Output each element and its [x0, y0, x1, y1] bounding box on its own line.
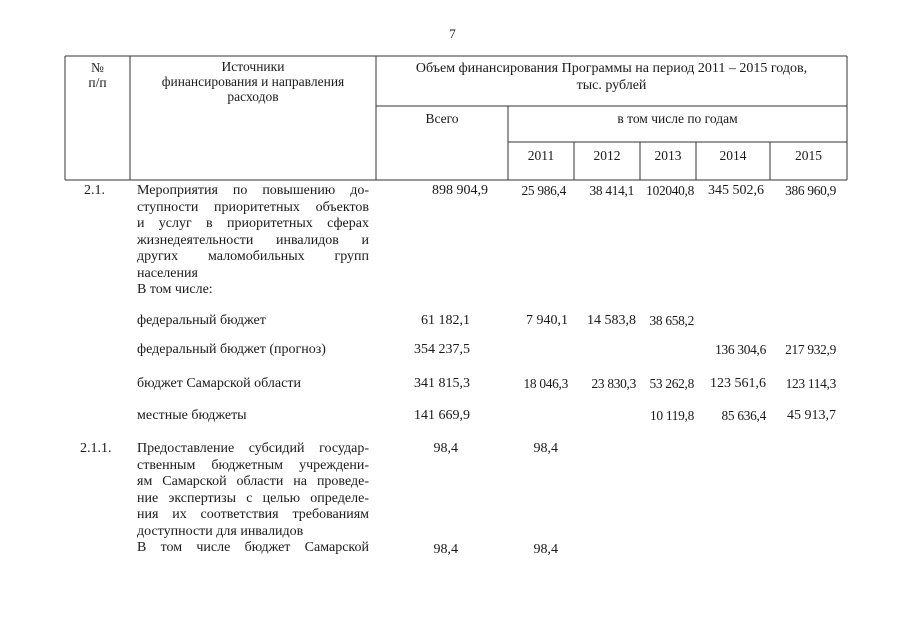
row-2-1-1-number: 2.1.1.	[80, 441, 112, 456]
header-source-col: Источники финансирования и направления расходов	[161, 59, 345, 104]
row-local-2015: 45 913,7	[787, 408, 836, 423]
row-2-1-1-2011: 98,4	[533, 441, 558, 456]
row-2-1-1-incl-total: 98,4	[433, 542, 458, 557]
row-local-2014: 85 636,4	[721, 408, 766, 423]
header-year-2011: 2011	[527, 148, 555, 163]
row-2-1-2014: 345 502,6	[708, 183, 764, 198]
row-federal-2011: 7 940,1	[526, 313, 568, 328]
row-local-label: местные бюджеты	[137, 408, 247, 423]
row-2-1-1-total: 98,4	[433, 441, 458, 456]
header-by-years: в том числе по годам	[617, 111, 738, 126]
row-local-2013: 10 119,8	[650, 408, 694, 423]
row-2-1-number: 2.1.	[84, 183, 105, 198]
row-federal-forecast-label: федеральный бюджет (прогноз)	[137, 342, 326, 357]
header-year-2015: 2015	[795, 148, 822, 163]
row-federal-2012: 14 583,8	[587, 313, 636, 328]
header-year-2013: 2013	[654, 148, 682, 163]
header-total: Всего	[425, 111, 459, 126]
row-samara-2013: 53 262,8	[649, 376, 694, 391]
row-federal-2013: 38 658,2	[649, 313, 694, 328]
row-samara-2011: 18 046,3	[523, 376, 568, 391]
row-2-1-2013: 102040,8	[646, 183, 694, 198]
row-samara-total: 341 815,3	[414, 376, 470, 391]
row-federal-forecast-2015: 217 932,9	[785, 342, 836, 357]
header-volume: Объем финансирования Программы на период 2011 – 2015 годов, тыс. рублей	[415, 61, 808, 93]
row-samara-2014: 123 561,6	[710, 376, 766, 391]
row-local-total: 141 669,9	[414, 408, 470, 423]
row-2-1-description: Мероприятия по повышению до- ступности приоритетных объектов и услуг в приоритетных сферах жизнедеятельности инвалидов и других маломобильных групп населения В том числе:	[137, 183, 369, 297]
row-2-1-1-description: Предоставление субсидий государ- ственным бюджетным учреждени- ям Самарской области на проведе- ние экспертизы с целью определе- ния их соответствия требованиям доступности для инвалидов В том числе бюджет Самарской	[137, 441, 369, 555]
row-samara-label: бюджет Самарской области	[137, 376, 301, 391]
row-federal-forecast-2014: 136 304,6	[715, 342, 766, 357]
row-federal-total: 61 182,1	[421, 313, 470, 328]
row-2-1-2015: 386 960,9	[785, 183, 836, 198]
row-samara-2015: 123 114,3	[785, 376, 836, 391]
row-samara-2012: 23 830,3	[591, 376, 636, 391]
header-num-col: № п/п	[88, 60, 107, 90]
row-2-1-total: 898 904,9	[432, 183, 488, 198]
row-2-1-1-incl-2011: 98,4	[533, 542, 558, 557]
row-2-1-2012: 38 414,1	[589, 183, 634, 198]
page-number: 7	[449, 26, 456, 41]
row-federal-forecast-total: 354 237,5	[414, 342, 470, 357]
row-federal-label: федеральный бюджет	[137, 313, 266, 328]
header-year-2012: 2012	[593, 148, 621, 163]
header-year-2014: 2014	[719, 148, 747, 163]
row-2-1-2011: 25 986,4	[521, 183, 566, 198]
